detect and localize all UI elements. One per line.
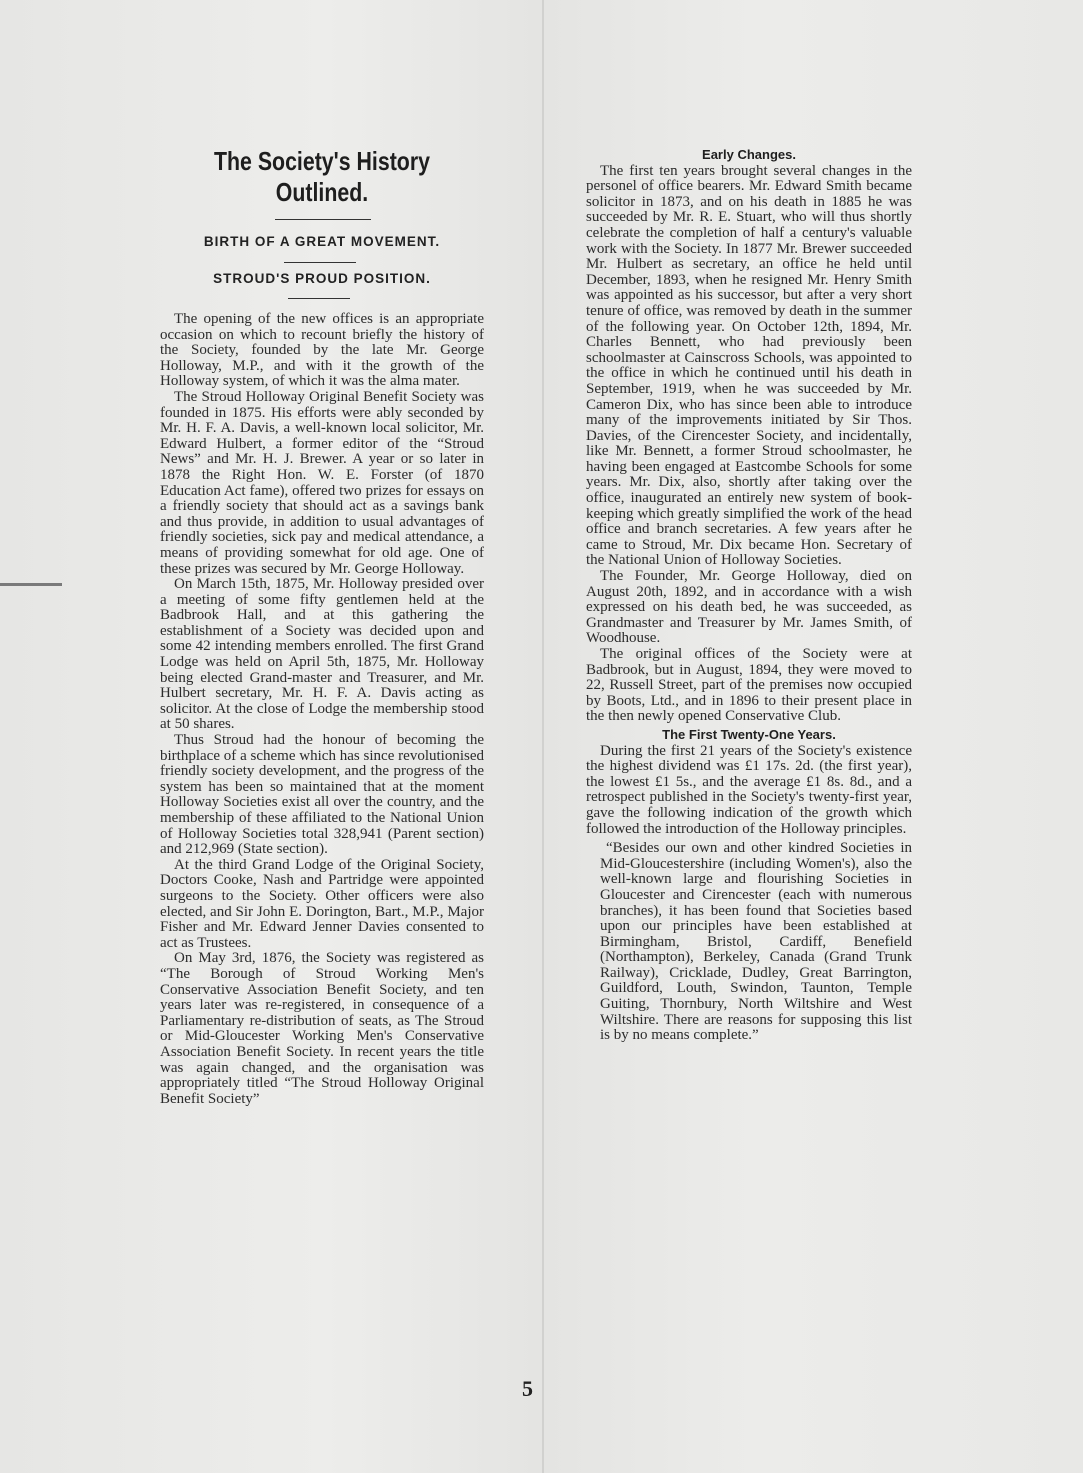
section-heading-early-changes: Early Changes. xyxy=(702,147,796,162)
subheading-birth: BIRTH OF A GREAT MOVEMENT. xyxy=(203,234,441,249)
paragraph: The original offices of the Society were at Badbrook, but in August, 1894, they were moved to 22, Russell Street, part of the premises now occupied by Boots, Ltd., and in 1896 to their present place in the then newly opened Conservative Club. xyxy=(586,646,912,725)
article-title: The Society's History Outlined. xyxy=(214,146,430,207)
paragraph: The Stroud Holloway Original Benefit Society was founded in 1875. His efforts were ably seconded by Mr. H. F. A. Davis, a well-known local solicitor, Mr. Edward Hulbert, a former editor of the “Stroud News” and Mr. H. J. Brewer. A year or so later in 1878 the Right Hon. W. E. Forster (of 1870 Education Act fame), offered two prizes for essays on a friendly society that should act as a savings bank and thus provide, in addition to usual advantages of friendly societies, sick pay and medical attendance, a means of providing somewhat for old age. One of these prizes was secured by Mr. George Holloway. xyxy=(160,388,484,577)
paragraph: The first ten years brought several changes in the personel of office bearers. Mr. Edward Smith became solicitor in 1873, and on his death in 1885 he was succeeded by Mr. R. E. Stuart, who will thus shortly celebrate the completion of half a century's valuable work with the Society. In 1877 Mr. Brewer succeeded Mr. Hulbert as secretary, an office he held until December, 1893, when he resigned Mr. Henry Smith was appointed as his successor, but after a very short tenure of office, was removed by death in the summer of the following year. On October 12th, 1894, Mr. Charles Bennett, who had previously been schoolmaster at Cainscross Schools, was appointed to the office in which he continued until his death in September, 1919, when he was succeeded by Mr. Cameron Dix, who has since been able to introduce many of the improvements initiated by Sir Thos. Davies, of the Cirencester Society, and incidentally, like Mr. Bennett, a former Stroud schoolmaster, he having been engaged at Eastcombe Schools for some years. Mr. Dix, also, shortly after taking over the office, inaugurated an entirely new system of book-keeping which greatly simplified the work of the head office and branch secretaries. A few years after he came to Stroud, Mr. Dix became Hon. Secretary of the National Union of Holloway Societies. xyxy=(586,162,912,569)
section-heading-first-twenty-one-years: The First Twenty-One Years. xyxy=(662,726,836,742)
page-number: 5 xyxy=(522,1376,533,1401)
page-fold xyxy=(542,0,544,1473)
paragraph: Thus Stroud had the honour of becoming the birthplace of a scheme which has since revolutionised friendly society development, and the progress of the system has been so maintained that at the moment Holloway Societies exist all over the country, and the membership of these affiliated to the National Union of Holloway Societies total 328,941 (Parent section) and 212,969 (State section). xyxy=(160,732,484,858)
left-column xyxy=(160,312,484,1107)
title-divider xyxy=(275,219,371,220)
subheading-stroud: STROUD'S PROUD POSITION. xyxy=(213,271,431,286)
subheading-divider-1 xyxy=(284,262,356,263)
paragraph: The opening of the new offices is an appropriate occasion on which to recount briefly the history of the Society, founded by the late Mr. George Holloway, M.P., and with it the growth of the Holloway system, of which it was the alma mater. xyxy=(160,311,484,390)
quoted-passage: “Besides our own and other kindred Societies in Mid-Gloucestershire (including Women's), also the well-known large and flourishing Societies in Gloucester and Cirencester (each with numerous branches), it has been found that Societies based upon our principles have been established at Birmingham, Bristol, Cardiff, Benefield (Northampton), Berkeley, Canada (Grand Trunk Railway), Cricklade, Dudley, Great Barrington, Guildford, Louth, Swindon, Taunton, Temple Guiting, Thornbury, North Wiltshire and West Wiltshire. There are reasons for supposing this list is by no means complete.” xyxy=(600,840,912,1044)
paragraph: On May 3rd, 1876, the Society was registered as “The Borough of Stroud Working Men's Conservative Association Benefit Society, and ten years later was re-registered, in consequence of a Parliamentary re-distribution of seats, as The Stroud or Mid-Gloucester Working Men's Conservative Association Benefit Society. In recent years the title was again changed, and the organisation was appropriately titled “The Stroud Holloway Original Benefit Society” xyxy=(160,950,484,1107)
subheading-divider-2 xyxy=(288,298,350,299)
paragraph: The Founder, Mr. George Holloway, died on August 20th, 1892, and in accordance with a wish expressed on his death bed, he was succeeded, as Grandmaster and Treasurer by Mr. James Smith, of Woodhouse. xyxy=(586,568,912,647)
paper-mark xyxy=(0,583,62,586)
right-column xyxy=(586,147,912,1044)
paragraph: At the third Grand Lodge of the Original Society, Doctors Cooke, Nash and Partridge were appointed surgeons to the Society. Other officers were also elected, and Sir John E. Dorington, Bart., M.P., Major Fisher and Mr. Edward Jenner Davies consented to act as Trustees. xyxy=(160,856,484,951)
paragraph: On March 15th, 1875, Mr. Holloway presided over a meeting of some fifty gentlemen held at the Badbrook Hall, and at this gathering the establishment of a Society was decided upon and some 42 intending members enrolled. The first Grand Lodge was held on April 5th, 1875, Mr. Holloway being elected Grand-master and Treasurer, and Mr. Hulbert secretary, Mr. H. F. A. Davis acting as solicitor. At the close of Lodge the membership stood at 50 shares. xyxy=(160,576,484,733)
paragraph: During the first 21 years of the Society's existence the highest dividend was £1 17s. 2d. (the first year), the lowest £1 5s., and the average £1 8s. 8d., and a retrospect published in the Society's twenty-first year, gave the following indication of the growth which followed the introduction of the Holloway principles. xyxy=(586,742,912,837)
